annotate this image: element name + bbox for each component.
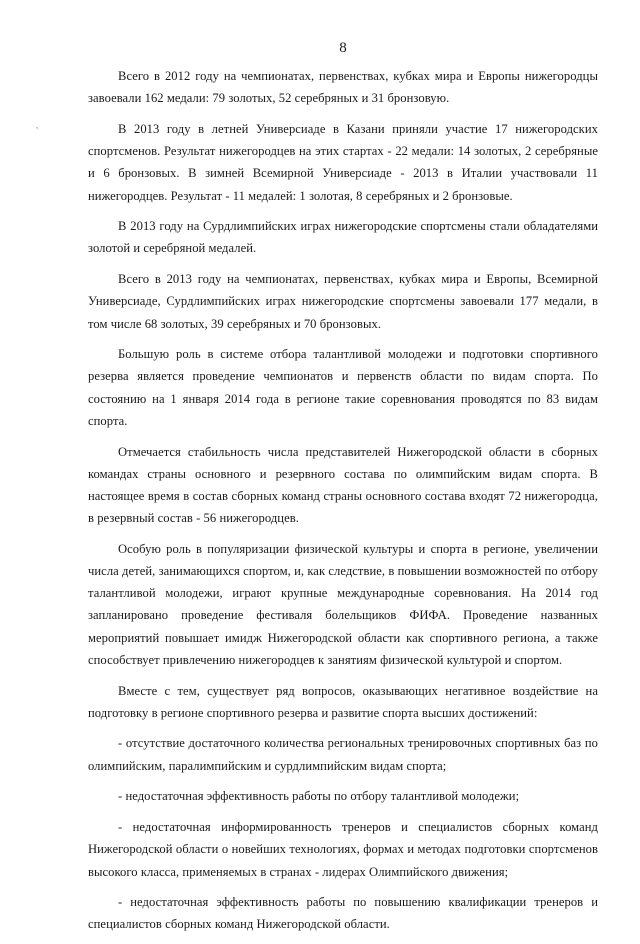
paragraph-universiade-2013: В 2013 году в летней Универсиаде в Казани приняли участие 17 нижегородских спортсменов. Результат нижегородцев на этих стартах - 22 медали: 14 золотых, 2 серебряные и 6 бронзовых. В зимней Всемирной Универсиаде - 2013 в Италии участвовали 11 нижегородцев. Результат - 11 медалей: 1 золотая, 8 серебряных и 2 бронзовые. [88, 121, 598, 203]
list-item-training-bases: - отсутствие достаточного количества региональных тренировочных спортивных баз по олимпийским, паралимпийским и сурдлимпийским видам спорта; [88, 736, 598, 773]
paragraph-regional-championships: Большую роль в системе отбора талантливой молодежи и подготовки спортивного резерва является проведение чемпионатов и первенств области по видам спорта. По состоянию на 1 января 2014 года в регионе такие соревнования проводятся по 83 видам спорта. [88, 347, 598, 428]
paragraph-international-competitions: Особую роль в популяризации физической культуры и спорта в регионе, увеличении числа детей, занимающихся спортом, и, как следствие, в повышении возможностей по отбору талантливой молодежи, играют крупные международные соревнования. На 2014 год запланировано проведение фестиваля болельщиков ФИФА. Проведение названных мероприятий повышает имидж Нижегородской области как спортивного региона, а также способствует привлечению нижегородцев к занятиям физической культурой и спортом. [88, 541, 598, 667]
paragraph-deaflympics-2013: В 2013 году на Сурдлимпийских играх нижегородские спортсмены стали обладателями золотой и серебряной медалей. [88, 219, 598, 256]
page-number: 8 [339, 40, 347, 56]
list-item-coach-qualification: - недостаточная эффективность работы по повышению квалификации тренеров и специалистов сборных команд Нижегородской области. [88, 895, 598, 932]
paragraph-medals-2013-total: Всего в 2013 году на чемпионатах, первенствах, кубках мира и Европы, Всемирной Универсиаде, Сурдлимпийских играх нижегородские спортсмены завоевали 177 медали, в том числе 68 золотых, 39 серебряных и 70 бронзовых. [88, 272, 598, 331]
scan-artifact-mark: , [36, 120, 39, 130]
paragraph-medals-2012: Всего в 2012 году на чемпионатах, первенствах, кубках мира и Европы нижегородцы завоевали 162 медали: 79 золотых, 52 серебряных и 31 бронзовую. [88, 69, 598, 106]
list-item-talent-selection: - недостаточная эффективность работы по отбору талантливой молодежи; [118, 789, 520, 804]
paragraph-issues-intro: Вместе с тем, существует ряд вопросов, оказывающих негативное воздействие на подготовку в регионе спортивного резерва и развитие спорта высших достижений: [88, 683, 598, 720]
list-item-coach-awareness: - недостаточная информированность тренеров и специалистов сборных команд Нижегородской области о новейших технологиях, формах и методах подготовки спортсменов высокого класса, применяемых в странах - лидерах Олимпийского движения; [88, 820, 598, 879]
paragraph-national-teams: Отмечается стабильность числа представителей Нижегородской области в сборных командах страны основного и резервного состава по олимпийским видам спорта. В настоящее время в состав сборных команд страны основного состава входят 72 нижегородца, в резервный состав - 56 нижегородцев. [88, 444, 598, 526]
document-page [88, 40, 598, 944]
